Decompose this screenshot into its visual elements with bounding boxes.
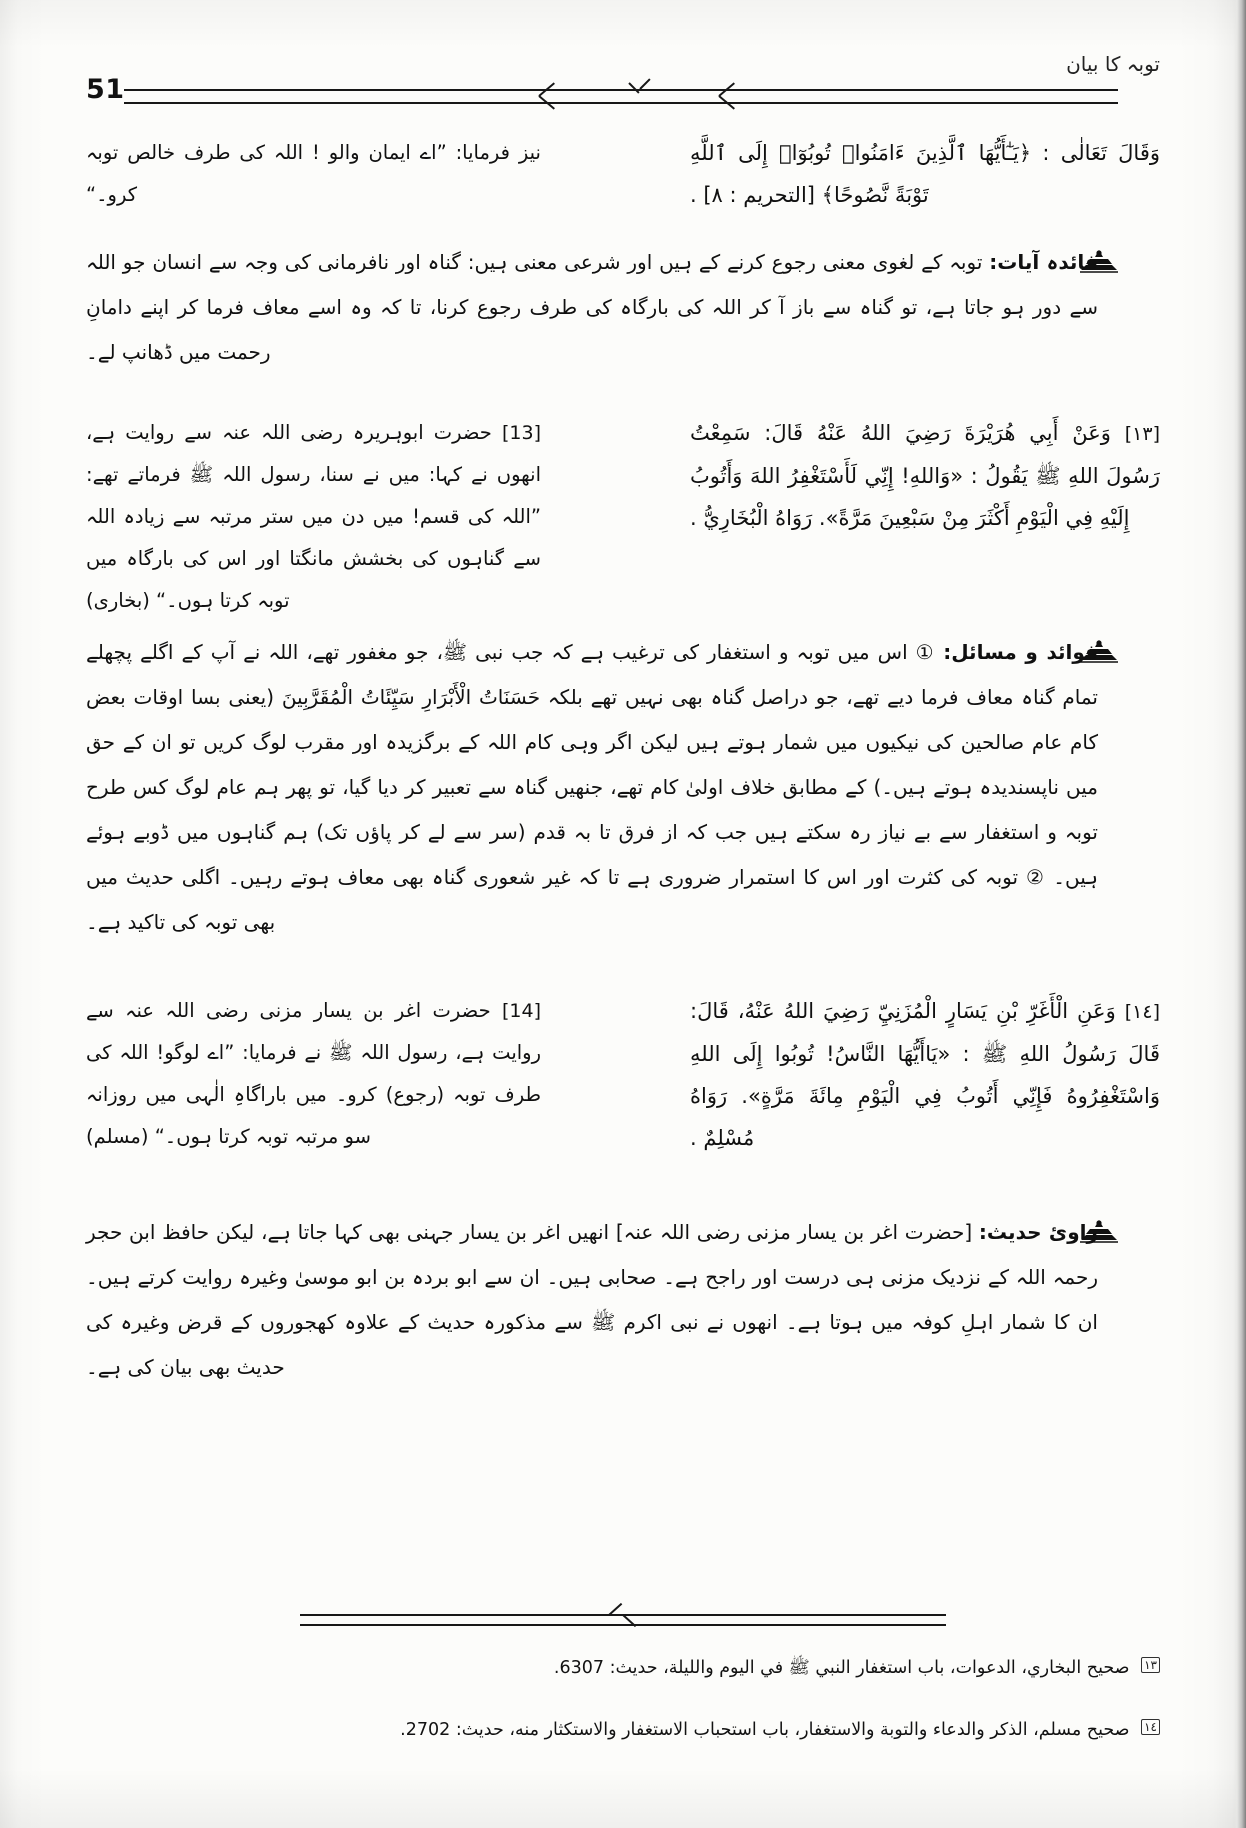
footnote-marker: ١٣	[1141, 1657, 1160, 1673]
rawi-e-hadith-paragraph	[86, 1210, 1160, 1390]
quran-urdu-intro: نیز فرمایا:	[455, 141, 541, 164]
footnote-rule-bottom-line	[300, 1624, 946, 1626]
hadith-14-arabic-text: وَعَنِ الْأَغَرِّ بْنِ يَسَارٍ الْمُزَنِيِّ رَضِيَ اللهُ عَنْهُ، قَالَ: قَالَ رَسُولُ اللهِ ﷺ : «يَاأَيُّهَا النَّاسُ! تُوبُوا إِلَى اللهِ وَاسْتَغْفِرُوهُ فَإِنِّي أَتُوبُ فِي الْيَوْمِ مِائَةَ مَرَّةٍ». رَوَاهُ مُسْلِمٌ .	[690, 999, 1160, 1150]
header-rule-top-line	[124, 89, 1118, 91]
hadith-14-urdu-text: حضرت اغر بن یسار مزنی رضی اللہ عنہ سے روایت ہے، رسول اللہ ﷺ نے فرمایا: ”اے لوگو! اللہ کی طرف توبہ (رجوع) کرو۔ میں باراگاہِ الٰہی میں روزانہ سو مرتبہ توبہ کرتا ہوں۔“ (مسلم)	[86, 999, 541, 1148]
hadith-13-arabic-text: وَعَنْ أَبِي هُرَيْرَةَ رَضِيَ اللهُ عَنْهُ قَالَ: سَمِعْتُ رَسُولَ اللهِ ﷺ يَقُولُ : «وَاللهِ! إِنِّي لَأَسْتَغْفِرُ اللهَ وَأَتُوبُ إِلَيْهِ فِي الْيَوْمِ أَكْثَرَ مِنْ سَبْعِينَ مَرَّةً». رَوَاهُ الْبُخَارِيُّ .	[690, 421, 1160, 530]
footnote-text: صحیح مسلم، الذکر والدعاء والتوبة والاستغفار، باب استحباب الاستغفار والاستکثار منه، حدیث: 2702.	[400, 1720, 1130, 1740]
quran-arabic-column	[690, 132, 1160, 216]
header-rule-caret-ornament	[629, 82, 651, 95]
fawaid-masail-paragraph	[86, 630, 1160, 945]
hadith-13-number-latin: [13]	[501, 422, 542, 444]
header-rule-x-ornament	[719, 88, 737, 104]
hadith-13-urdu-text: حضرت ابوہریرہ رضی اللہ عنہ سے روایت ہے، انھوں نے کہا: میں نے سنا، رسول اللہ ﷺ فرماتے تھے: ”اللہ کی قسم! میں دن میں ستر مرتبہ سے زیادہ اللہ سے گناہوں کی بخشش مانگتا اور اس کی بارگاہ میں توبہ کرتا ہوں۔“ (بخاری)	[86, 421, 541, 612]
quran-urdu-translation: ”اے ایمان والو ! اللہ کی طرف خالص توبہ کرو۔“	[86, 141, 447, 206]
footnote-marker: ١٤	[1141, 1719, 1160, 1735]
footnote-item	[86, 1714, 1160, 1746]
hadith-13-block	[86, 412, 1160, 612]
footnote-text: صحیح البخاري، الدعوات، باب استغفار النبي ﷺ في اليوم والليلة، حدیث: 6307.	[553, 1658, 1130, 1678]
quran-arabic-reference: [التحريم : ٨] .	[690, 183, 815, 207]
quran-urdu-column	[86, 132, 541, 216]
header-rule	[124, 86, 1118, 108]
hadith-14-number-arabic: [١٤]	[1124, 1001, 1160, 1023]
hadith-13-urdu-column	[86, 412, 541, 622]
faida-aayat-heading: فائدہ آیات:	[989, 250, 1099, 274]
hadith-13-arabic-column	[690, 412, 1160, 539]
hadith-14-urdu-column	[86, 990, 541, 1158]
header-rule-bottom-line	[124, 102, 1118, 104]
quran-verse-block	[86, 132, 1160, 232]
footnote-rule-caret-ornament	[609, 1606, 637, 1622]
running-header-title: توبہ کا بیان	[1066, 52, 1160, 76]
hadith-14-block	[86, 990, 1160, 1180]
page-header	[86, 52, 1160, 110]
hadith-14-number-latin: [14]	[501, 1000, 542, 1022]
page-number: 51	[86, 74, 125, 105]
faida-aayat-text: توبہ کے لغوی معنی رجوع کرنے کے ہیں اور شرعی معنی ہیں: گناہ اور نافرمانی کی وجہ سے انسان جو اللہ سے دور ہو جاتا ہے، تو گناہ سے باز آ کر اللہ کی بارگاہ کی طرف رجوع کرنا، تا کہ وہ اسے معاف فرما کر اپنے دامانِ رحمت میں ڈھانپ لے۔	[86, 250, 1098, 364]
quran-arabic-intro: وَقَالَ تَعَالٰى :	[1042, 141, 1160, 165]
footnote-separator	[300, 1612, 946, 1634]
rawi-e-hadith-text: [حضرت اغر بن یسار مزنی رضی اللہ عنہ] انھیں اغر بن یسار جہنی بھی کہا جاتا ہے، لیکن حافظ ابن حجر رحمہ اللہ کے نزدیک مزنی ہی درست اور راجح ہے۔ صحابی ہیں۔ ان سے ابو بردہ بن ابو موسیٰ وغیرہ روایت کرتے ہیں۔ ان کا شمار اہلِ کوفہ میں ہوتا ہے۔ انھوں نے نبی اکرم ﷺ سے مذکورہ حدیث کے علاوہ کھجوروں کے قرض وغیرہ کی حدیث بھی بیان کی ہے۔	[86, 1220, 1098, 1379]
hadith-14-arabic-column	[690, 990, 1160, 1159]
fawaid-masail-heading: فوائد و مسائل:	[943, 640, 1099, 664]
hadith-13-number-arabic: [١٣]	[1124, 423, 1160, 445]
faida-aayat-paragraph	[86, 240, 1160, 375]
quran-arabic-verse: ﴿يَـٰٓأَيُّهَا ٱلَّذِينَ ءَامَنُوا۟ تُوبُوٓا۟ إِلَى ٱللَّهِ تَوْبَةً نَّصُوحًا﴾	[690, 141, 1032, 207]
header-rule-x-ornament	[539, 88, 557, 104]
fawaid-masail-text: ① اس میں توبہ و استغفار کی ترغیب ہے کہ جب نبی ﷺ، جو مغفور تھے، اللہ نے آپ کے اگلے پچھلے تمام گناہ معاف فرما دیے تھے، جو دراصل گناہ بھی نہیں تھے بلکہ حَسَنَاتُ الْأَبْرَارِ سَيِّئَاتُ الْمُقَرَّبِينَ (یعنی بسا اوقات بعض کام عام صالحین کی نیکیوں میں شمار ہوتے ہیں لیکن اگر وہی کام اللہ کے برگزیدہ اور مقرب لوگ کریں تو ان کے حق میں ناپسندیدہ ہوتے ہیں۔) کے مطابق خلاف اولیٰ کام تھے، جنھیں گناہ سے تعبیر کر دیا گیا، تو پھر ہم عام لوگ کس طرح توبہ و استغفار سے بے نیاز رہ سکتے ہیں جب کہ از فرق تا بہ قدم (سر سے لے کر پاؤں تک) ہم گناہوں میں ڈوبے ہوئے ہیں۔ ② توبہ کی کثرت اور اس کا استمرار ضروری ہے تا کہ غیر شعوری گناہ بھی معاف ہوتے رہیں۔ اگلی حدیث میں بھی توبہ کی تاکید ہے۔	[86, 640, 1098, 934]
footnote-item	[86, 1652, 1160, 1684]
rawi-e-hadith-heading: راویٔ حدیث:	[978, 1220, 1099, 1244]
